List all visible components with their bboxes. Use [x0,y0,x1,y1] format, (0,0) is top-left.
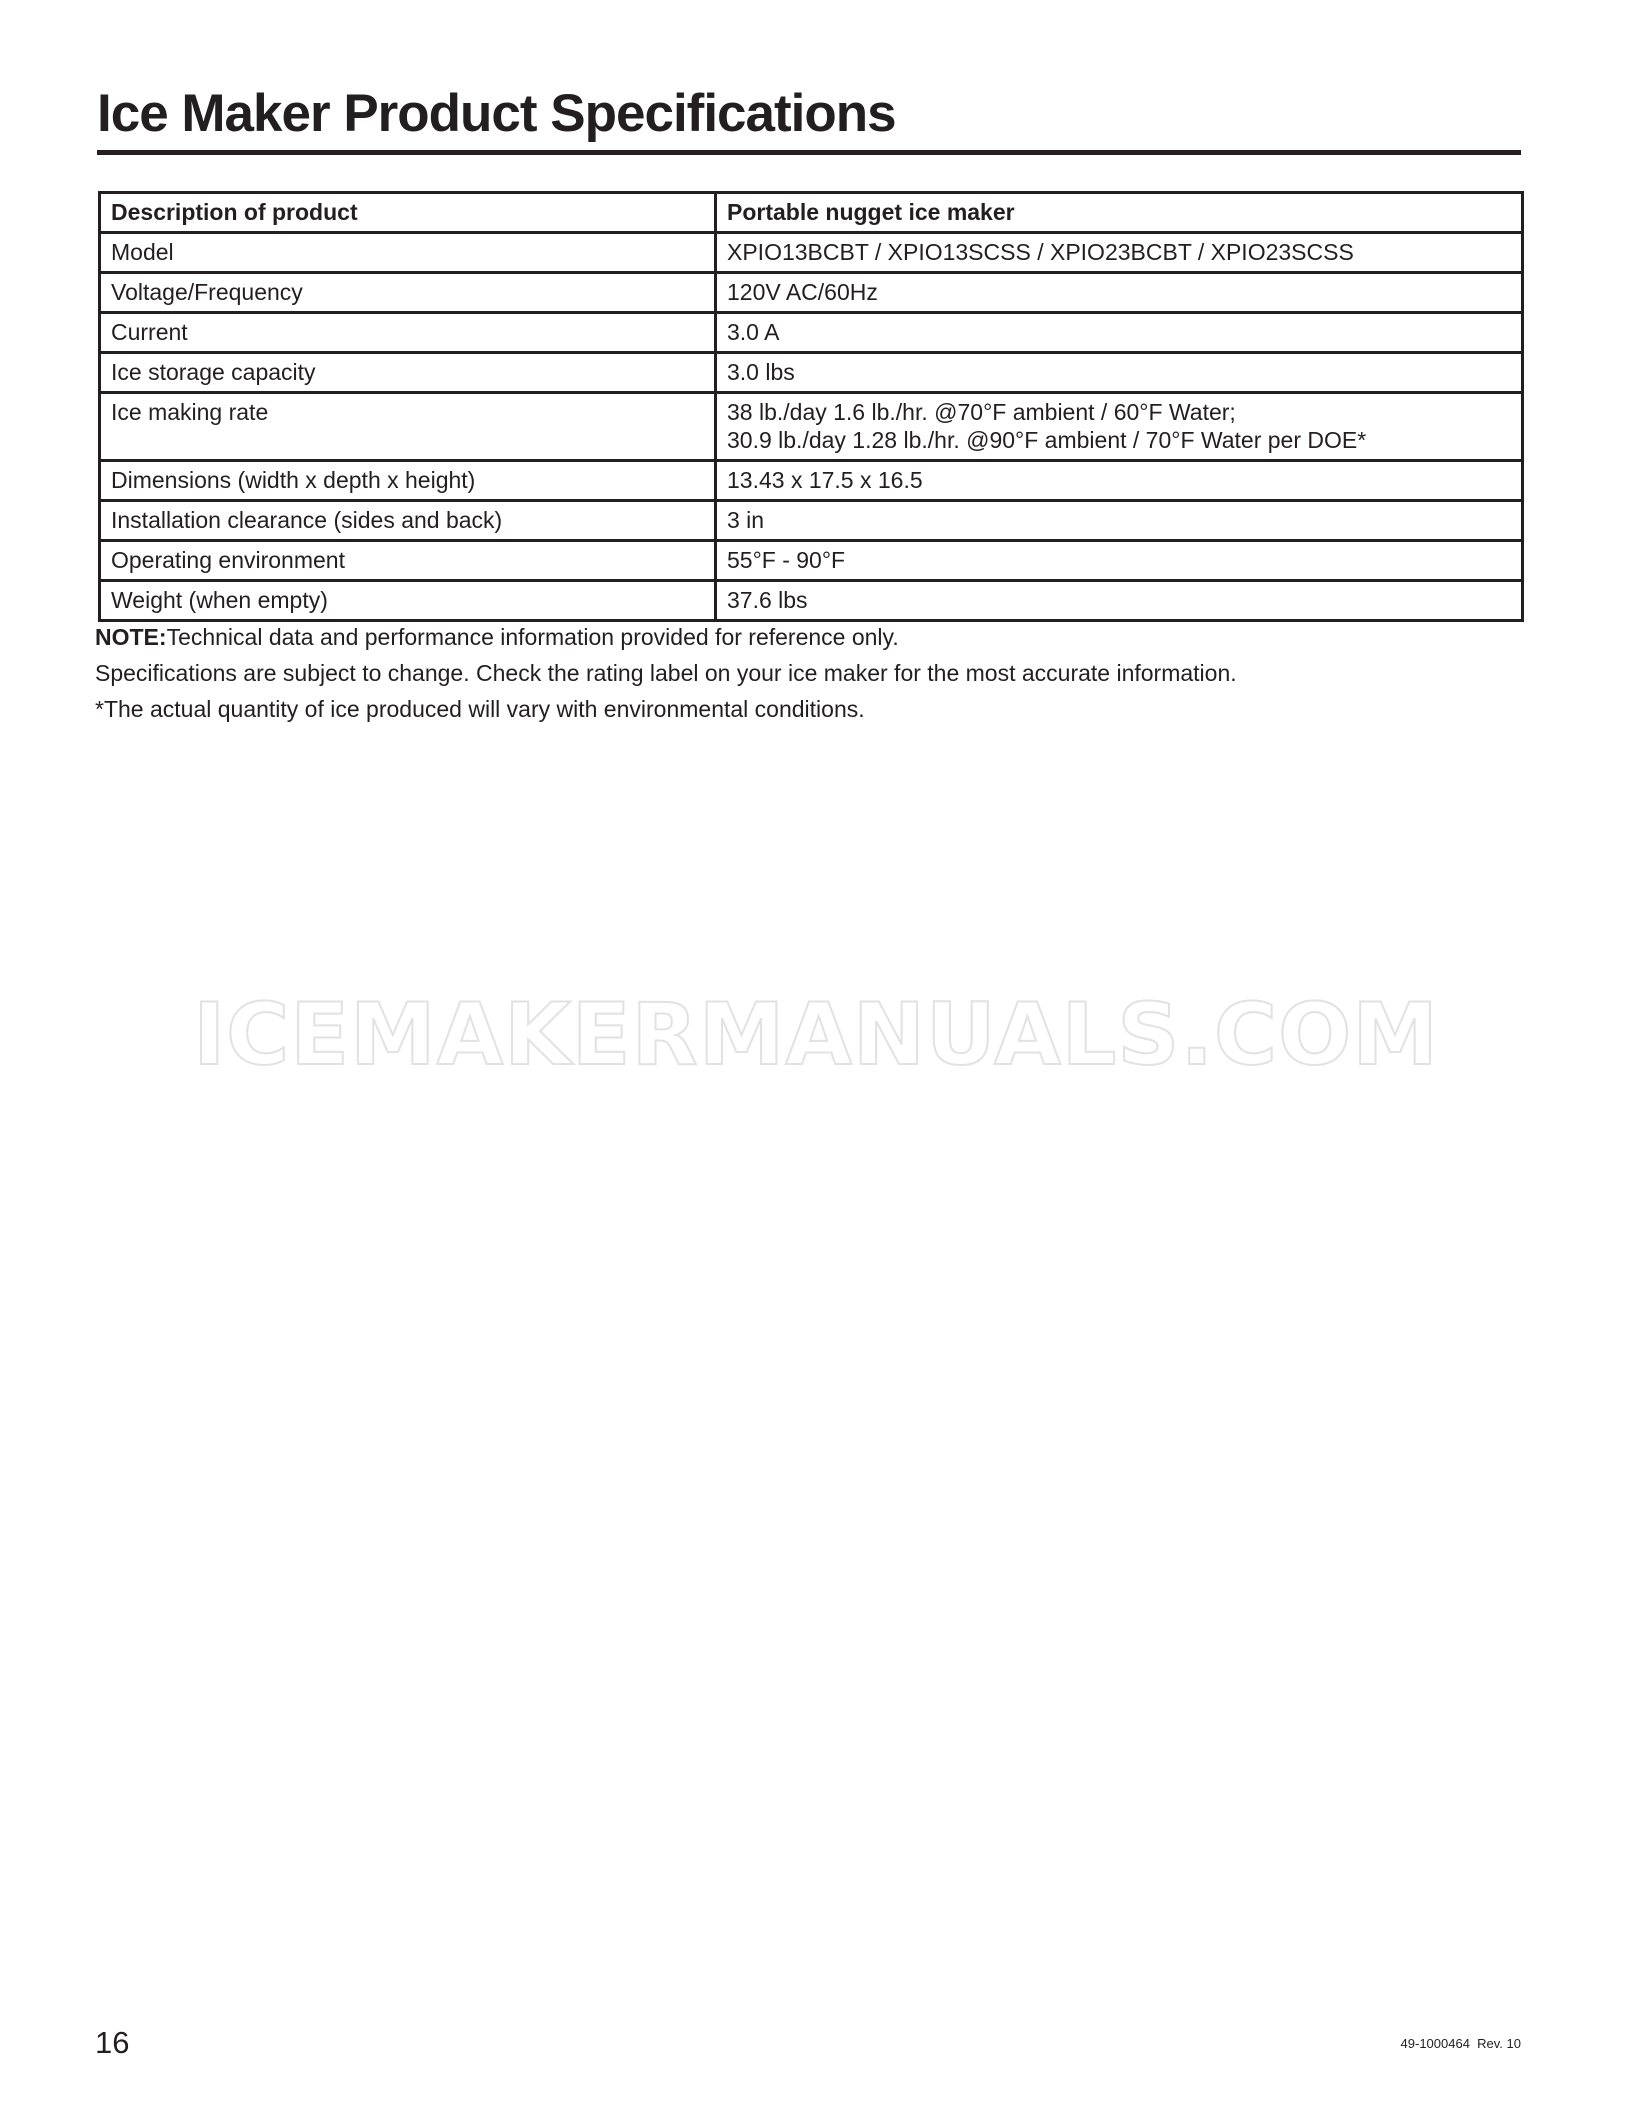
row-value-voltage: 120V AC/60Hz [716,273,1523,313]
spec-table [98,191,1524,622]
table-row [100,461,1523,501]
row-label-model: Model [100,233,716,273]
row-label-dimensions: Dimensions (width x depth x height) [100,461,716,501]
table-row [100,273,1523,313]
row-value-current: 3.0 A [716,313,1523,353]
table-row [100,393,1523,461]
header-value-cell: Portable nugget ice maker [716,193,1523,233]
row-value-model: XPIO13BCBT / XPIO13SCSS / XPIO23BCBT / XPIO23SCSS [716,233,1523,273]
ice-quantity-note: *The actual quantity of ice produced will vary with environmental conditions. [95,696,865,722]
table-row [100,581,1523,621]
note-line [95,624,1525,651]
table-row [100,541,1523,581]
row-label-environment: Operating environment [100,541,716,581]
table-row [100,353,1523,393]
row-value-storage: 3.0 lbs [716,353,1523,393]
note-text: Technical data and performance information provided for reference only. [166,624,899,650]
watermark: ICEMAKERMANUALS.COM [193,985,1439,1085]
page-title: Ice Maker Product Specifications [97,84,896,143]
row-value-clearance: 3 in [716,501,1523,541]
row-value-ice-rate [716,393,1523,461]
row-value-environment: 55°F - 90°F [716,541,1523,581]
table-row [100,233,1523,273]
title-rule [97,150,1521,155]
table-row [100,313,1523,353]
row-label-weight: Weight (when empty) [100,581,716,621]
page-number: 16 [95,2025,130,2060]
table-header-row [100,193,1523,233]
ice-rate-line-1: 38 lb./day 1.6 lb./hr. @70°F ambient / 60°F Water; [727,399,1236,425]
notes-block [95,624,1525,732]
row-label-ice-rate: Ice making rate [100,393,716,461]
row-value-dimensions: 13.43 x 17.5 x 16.5 [716,461,1523,501]
row-label-current: Current [100,313,716,353]
row-label-clearance: Installation clearance (sides and back) [100,501,716,541]
note-label: NOTE: [95,624,167,650]
table-row [100,501,1523,541]
row-label-storage: Ice storage capacity [100,353,716,393]
row-label-voltage: Voltage/Frequency [100,273,716,313]
document-code: 49-1000464 Rev. 10 [1400,2036,1521,2051]
specs-change-note: Specifications are subject to change. Check the rating label on your ice maker for the most accurate information. [95,660,1237,686]
row-value-weight: 37.6 lbs [716,581,1523,621]
ice-rate-line-2: 30.9 lb./day 1.28 lb./hr. @90°F ambient / 70°F Water per DOE* [727,427,1367,453]
header-label-cell: Description of product [100,193,716,233]
